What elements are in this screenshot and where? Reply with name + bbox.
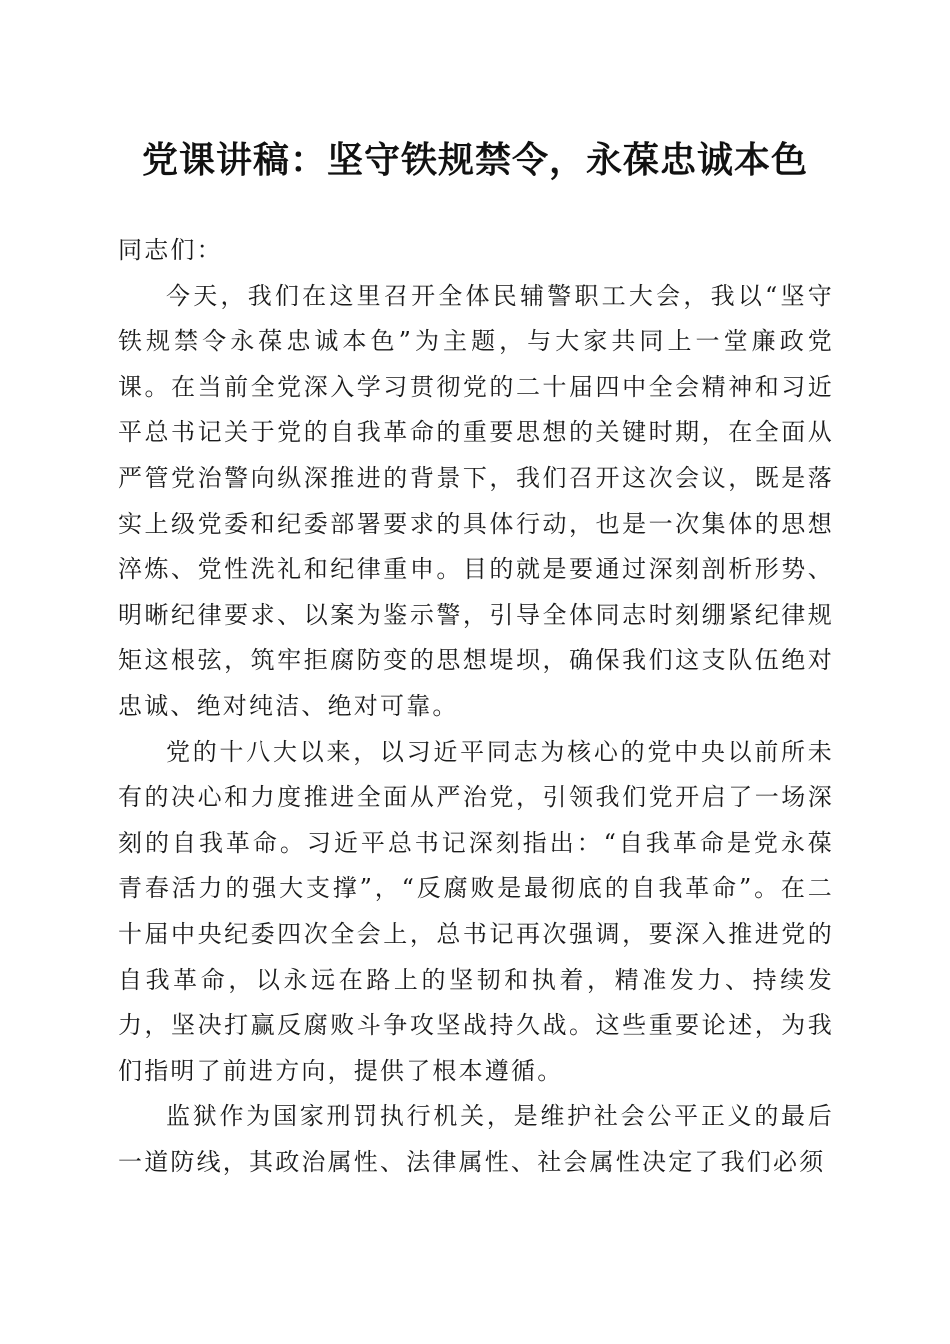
paragraph-1: 今天，我们在这里召开全体民辅警职工大会，我以“坚守铁规禁令永葆忠诚本色”为主题，与大家共同上一堂廉政党课。在当前全党深入学习贯彻党的二十届四中全会精神和习近平总书记关于党的自我革命的重要思想的关键时期，在全面从严管党治警向纵深推进的背景下，我们召开这次会议，既是落实上级党委和纪委部署要求的具体行动，也是一次集体的思想淬炼、党性洗礼和纪律重申。目的就是要通过深刻剖析形势、明晰纪律要求、以案为鉴示警，引导全体同志时刻绷紧纪律规矩这根弦，筑牢拒腐防变的思想堤坝，确保我们这支队伍绝对忠诚、绝对纯洁、绝对可靠。 [118, 281, 834, 720]
paragraph-3: 监狱作为国家刑罚执行机关，是维护社会公平正义的最后一道防线，其政治属性、法律属性、社会属性决定了我们必须 [118, 1102, 834, 1176]
document-title: 党课讲稿：坚守铁规禁令，永葆忠诚本色 [141, 139, 808, 181]
document-body [118, 228, 834, 1185]
salutation: 同志们： [118, 236, 223, 264]
paragraph-2: 党的十八大以来，以习近平同志为核心的党中央以前所未有的决心和力度推进全面从严治党，引领我们党开启了一场深刻的自我革命。习近平总书记深刻指出：“自我革命是党永葆青春活力的强大支撑”，“反腐败是最彻底的自我革命”。在二十届中央纪委四次全会上，总书记再次强调，要深入推进党的自我革命，以永远在路上的坚韧和执着，精准发力、持续发力，坚决打赢反腐败斗争攻坚战持久战。这些重要论述，为我们指明了前进方向，提供了根本遵循。 [118, 737, 834, 1085]
